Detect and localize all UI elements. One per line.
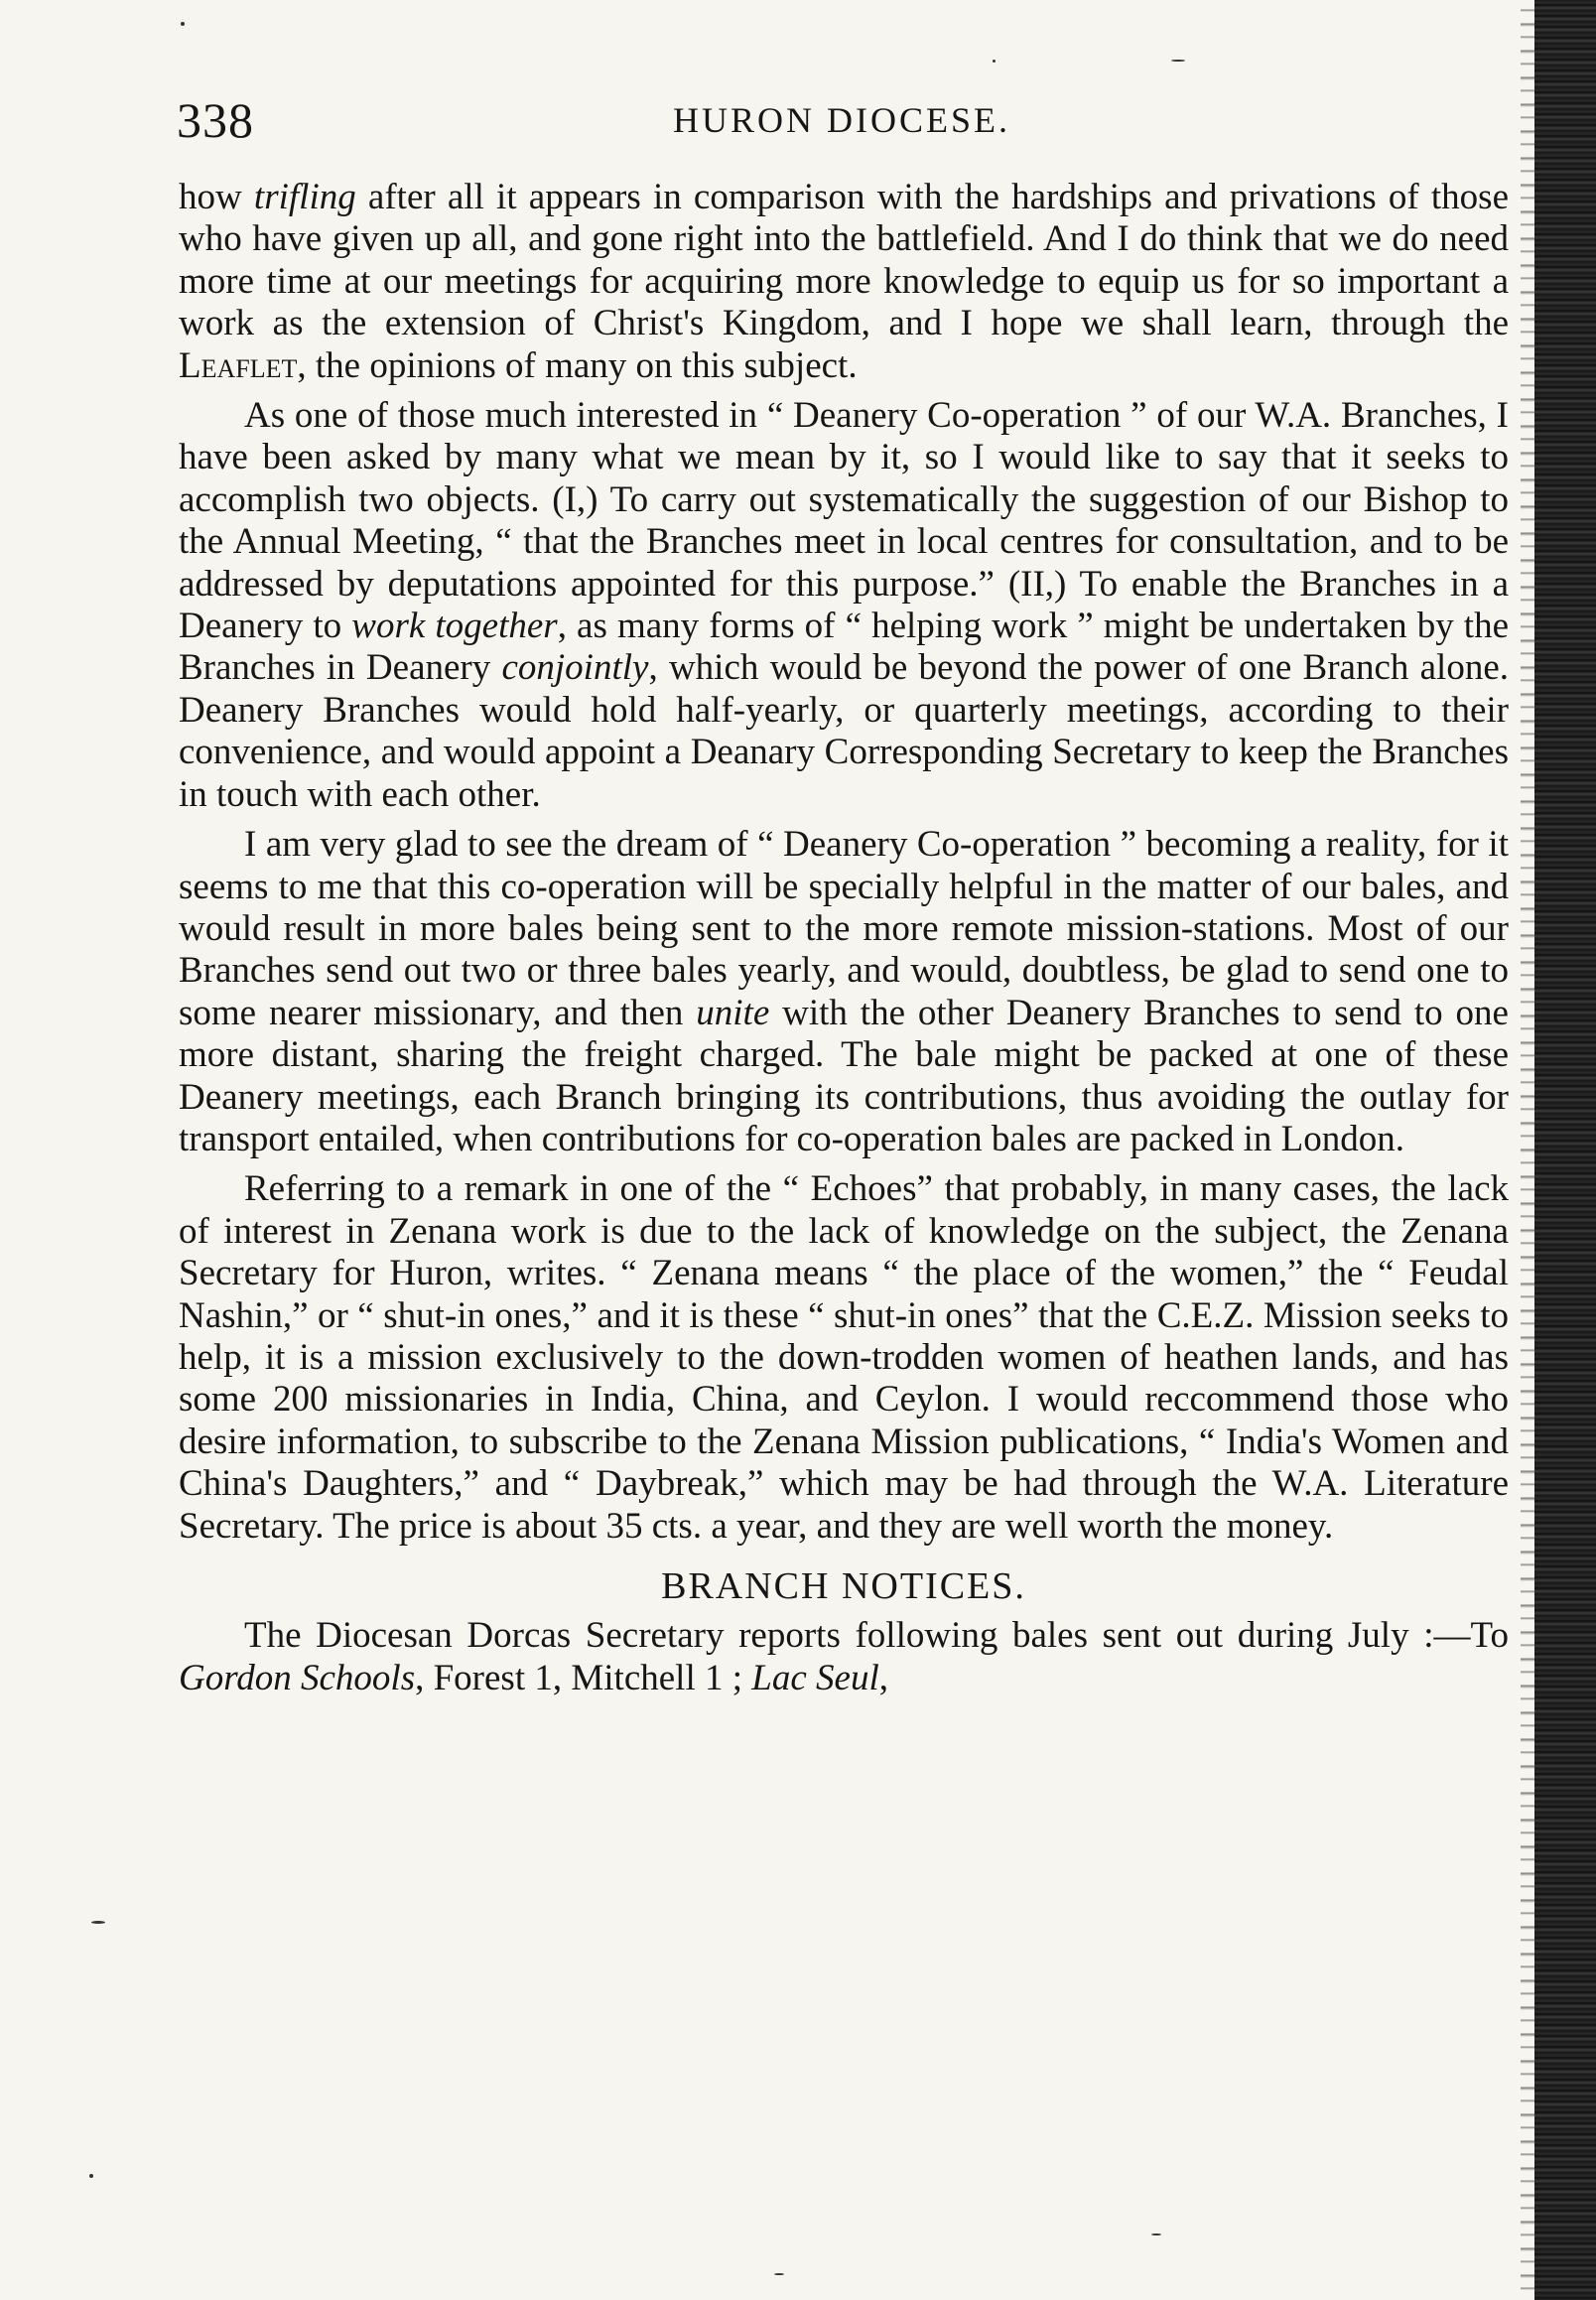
- print-speck: [1151, 2233, 1161, 2235]
- italic-text: unite: [696, 992, 770, 1033]
- text-run: after all it appears in comparison with the hardships and privations of those who have given up all, and gone right into the battlefield. And I do think that we do need more time at our meetings for acquiring more knowledge to equip us for so important a work as the extension of Christ's Kingdom, and I hope we shall learn, through the: [179, 177, 1509, 344]
- page-number: 338: [177, 92, 254, 148]
- text-run: , which would be beyond the power of one Branch alone. Deanery Branches would hold half-yearly, or quarterly meetings, according to their convenience, and would appoint a Deanary Corresponding Secretary to keep the Branches in touch with each other.: [179, 647, 1509, 815]
- print-speck: [993, 60, 996, 63]
- text-run: ,: [878, 1657, 888, 1698]
- italic-text: Lac Seul: [751, 1657, 879, 1698]
- notice-paragraph: [179, 1615, 1509, 1699]
- italic-text: Gordon Schools: [179, 1657, 416, 1698]
- paragraph: [179, 824, 1509, 1160]
- text-run: with the other Deanery Branches to send to one more distant, sharing the freight charged. The bale might be packed at one of these Deanery meetings, each Branch bringing its contributions, thus avoiding the outlay for transport entailed, when contributions for co-operation bales are packed in London.: [179, 992, 1509, 1159]
- print-speck: [1171, 60, 1185, 62]
- paragraph: [179, 1168, 1509, 1548]
- italic-text: work together: [351, 606, 558, 647]
- running-head: HURON DIOCESE.: [673, 100, 1011, 140]
- book-spine: [1534, 0, 1596, 2300]
- text-run: As one of those much interested in “ Deanery Co-operation ” of our W.A. Branches, I have been asked by many what we mean by it, so I would like to say that it seeks to accomplish two objects. (I,) To carry out systematically the suggestion of our Bishop to the Annual Meeting, “ that the Branches meet in local centres for consultation, and to be addressed by deputations appointed for this purpose.” (II,) To enable the Branches in a Deanery to: [179, 395, 1509, 647]
- print-speck: [89, 2174, 93, 2178]
- print-speck: [774, 2273, 784, 2275]
- text-run: The Diocesan Dorcas Secretary reports following bales sent out during July :—To: [244, 1615, 1509, 1657]
- text-run: , as many forms of “ helping work ” might be undertaken by the Branches in Deanery: [179, 606, 1509, 689]
- page-header: [177, 91, 1527, 151]
- paragraph: [179, 177, 1509, 387]
- text-run: I am very glad to see the dream of “ Deanery Co-operation ” becoming a reality, for it seems to me that this co-operation will be specially helpful in the matter of our bales, and would result in more bales being sent to the more remote mission-stations. Most of our Branches send out two or three bales yearly, and would, doubtless, be glad to send one to some nearer missionary, and then: [179, 824, 1509, 1033]
- print-speck: [91, 1921, 105, 1924]
- text-run: , the opinions of many on this subject.: [297, 344, 858, 386]
- italic-text: trifling: [253, 177, 356, 217]
- text-run: how: [179, 177, 254, 217]
- italic-text: conjointly: [501, 647, 649, 689]
- publication-name: Leaflet: [179, 344, 298, 386]
- print-speck: [181, 22, 185, 26]
- section-heading: BRANCH NOTICES.: [661, 1565, 1026, 1607]
- paragraph: [179, 395, 1509, 816]
- text-run: Referring to a remark in one of the “ Echoes” that probably, in many cases, the lack of interest in Zenana work is due to the lack of knowledge on the subject, the Zenana Secretary for Huron, writes. “ Zenana means “ the place of the women,” the “ Feudal Nashin,” or “ shut-in ones,” and it is these “ shut-in ones” that the C.E.Z. Mission seeks to help, it is a mission exclusively to the down-trodden women of heathen lands, and has some 200 missionaries in India, China, and Ceylon. I would reccommend those who desire information, to subscribe to the Zenana Mission publications, “ India's Women and China's Daughters,” and “ Daybreak,” which may be had through the W.A. Literature Secretary. The price is about 35 cts. a year, and they are well worth the money.: [179, 1168, 1509, 1547]
- article-body: [179, 177, 1509, 1699]
- text-run: , Forest 1, Mitchell 1 ;: [415, 1657, 752, 1698]
